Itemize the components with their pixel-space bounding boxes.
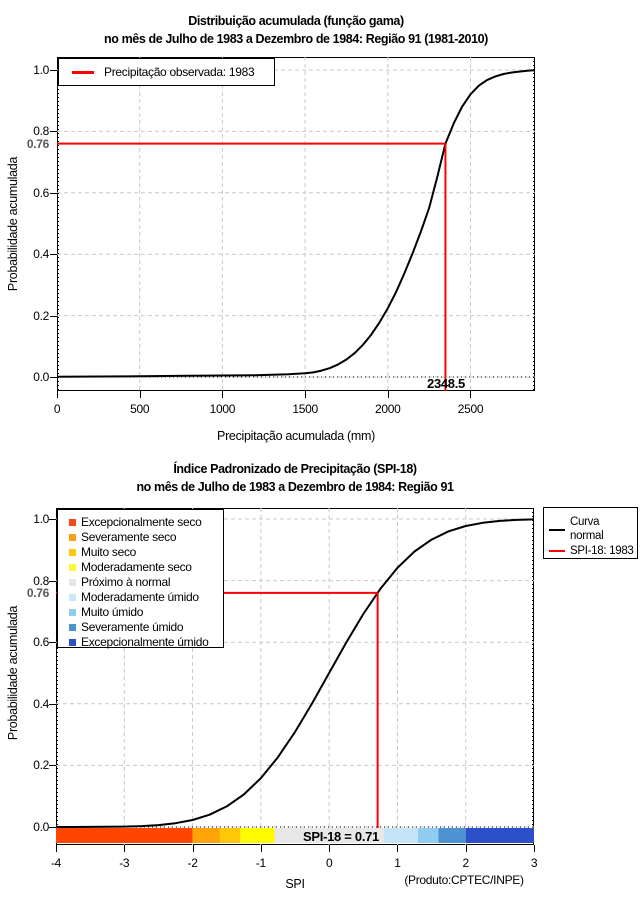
x-tick-mark: [534, 845, 535, 852]
legend-normal-label: normal: [570, 530, 604, 542]
x-tick-label: 1000: [209, 402, 236, 416]
y-tick-mark: [49, 765, 56, 766]
category-label: Moderadamente seco: [81, 560, 192, 574]
x-tick-label: 0: [53, 402, 61, 416]
y-tick-label: 0.0: [33, 370, 49, 384]
y-tick-label: 0.6: [33, 635, 49, 650]
y-tick-mark: [49, 704, 56, 705]
panel2-title: Índice Padronizado de Precipitação (SPI-18): [173, 462, 417, 476]
panel2-highlight-prob-label: 0.76: [26, 586, 49, 600]
legend-spi18-label: SPI-18: 1983: [570, 545, 634, 557]
panel2-spi-annotation: SPI-18 = 0.71: [303, 829, 379, 844]
category-label: Moderadamente úmido: [81, 590, 199, 604]
y-tick-label: 0.4: [33, 247, 49, 262]
category-label: Severamente seco: [81, 530, 177, 544]
panel2-x-axis-label: SPI: [285, 877, 305, 891]
y-tick-mark: [49, 581, 56, 582]
y-tick-mark: [50, 193, 57, 194]
panel1-plot-area: [57, 57, 535, 391]
red-line-swatch: [549, 550, 565, 552]
category-color-swatch: [69, 594, 76, 601]
legend-item: [58, 530, 225, 545]
x-tick-mark: [222, 391, 223, 398]
x-tick-label: 3: [530, 856, 538, 870]
legend-item: [58, 620, 225, 635]
legend-item: [58, 545, 225, 560]
y-tick-mark: [49, 827, 56, 828]
category-color-swatch: [69, 639, 76, 646]
x-tick-mark: [124, 845, 125, 852]
panel2-y-axis-label: Probabilidade acumulada: [6, 605, 20, 741]
legend-item: [58, 590, 225, 605]
panel1-chart-canvas: [57, 57, 535, 391]
y-tick-label: 1.0: [33, 512, 49, 526]
panel2-curve-legend: [543, 507, 638, 559]
x-tick-label: 0: [325, 856, 333, 870]
x-tick-mark: [388, 391, 389, 398]
y-tick-label: 0.4: [33, 696, 49, 711]
category-color-swatch: [69, 564, 76, 571]
panel1-subtitle: no mês de Julho de 1983 a Dezembro de 1984: Região 91 (1981-2010): [104, 32, 488, 46]
category-label: Muito úmido: [81, 605, 144, 619]
x-tick-label: 2500: [457, 402, 484, 416]
y-tick-label: 0.8: [33, 124, 49, 139]
legend-item: [58, 605, 225, 620]
x-tick-mark: [140, 391, 141, 398]
x-tick-label: 2000: [375, 402, 401, 416]
x-tick-label: 2: [462, 856, 469, 870]
category-color-swatch: [69, 549, 76, 556]
category-label: Muito seco: [81, 545, 137, 559]
y-tick-label: 0.2: [33, 308, 49, 323]
y-tick-label: 0.0: [33, 820, 49, 834]
category-label: Excepcionalmente seco: [81, 515, 202, 529]
category-color-swatch: [69, 624, 76, 631]
y-tick-mark: [50, 377, 57, 378]
panel1-y-axis-label: Probabilidade acumulada: [6, 156, 20, 292]
x-tick-mark: [329, 845, 330, 852]
x-tick-mark: [57, 391, 58, 398]
legend-curva-label: Curva: [570, 516, 600, 528]
spi-category-legend: [57, 509, 224, 648]
category-label: Excepcionalmente úmido: [81, 635, 209, 649]
y-tick-mark: [49, 519, 56, 520]
panel1-title: Distribuição acumulada (função gama): [188, 14, 404, 28]
y-tick-mark: [49, 642, 56, 643]
y-tick-label: 0.8: [33, 573, 49, 588]
x-tick-label: -3: [119, 856, 130, 870]
x-tick-mark: [261, 845, 262, 852]
panel1-precip-annotation: 2348.5: [427, 376, 465, 391]
category-color-swatch: [69, 519, 76, 526]
x-tick-label: 1: [394, 856, 401, 870]
x-tick-mark: [470, 391, 471, 398]
category-color-swatch: [69, 609, 76, 616]
x-tick-mark: [397, 845, 398, 852]
x-tick-label: -4: [50, 856, 62, 870]
panel1-legend: [58, 58, 275, 86]
category-label: Severamente úmido: [81, 620, 184, 634]
black-line-swatch: [549, 529, 565, 531]
panel1-highlight-prob-label: 0.76: [26, 137, 49, 151]
legend-item: [58, 575, 225, 590]
y-tick-label: 0.2: [33, 758, 49, 773]
y-tick-label: 1.0: [33, 63, 49, 77]
x-tick-label: 500: [130, 402, 150, 416]
x-tick-label: 1500: [292, 402, 318, 416]
red-line-swatch: [72, 71, 94, 74]
y-tick-label: 0.6: [33, 185, 49, 200]
y-tick-mark: [50, 70, 57, 71]
x-tick-mark: [466, 845, 467, 852]
legend-item: [58, 515, 225, 530]
category-color-swatch: [69, 579, 76, 586]
panel2-subtitle: no mês de Julho de 1983 a Dezembro de 1984: Região 91: [136, 480, 454, 494]
x-tick-mark: [193, 845, 194, 852]
category-color-swatch: [69, 534, 76, 541]
panel1-x-axis-label: Precipitação acumulada (mm): [217, 429, 375, 443]
x-tick-mark: [56, 845, 57, 852]
category-label: Próximo à normal: [81, 575, 171, 589]
legend-item: [58, 635, 225, 650]
panel2-plot-area: [56, 508, 534, 845]
y-tick-mark: [50, 254, 57, 255]
x-tick-mark: [305, 391, 306, 398]
legend-item: [58, 560, 225, 575]
y-tick-mark: [50, 131, 57, 132]
product-credit: (Produto:CPTEC/INPE): [404, 873, 524, 887]
y-tick-mark: [50, 316, 57, 317]
panel1-legend-label: Precipitação observada: 1983: [104, 65, 255, 79]
x-tick-label: -1: [255, 856, 266, 870]
x-tick-label: -2: [187, 856, 198, 870]
